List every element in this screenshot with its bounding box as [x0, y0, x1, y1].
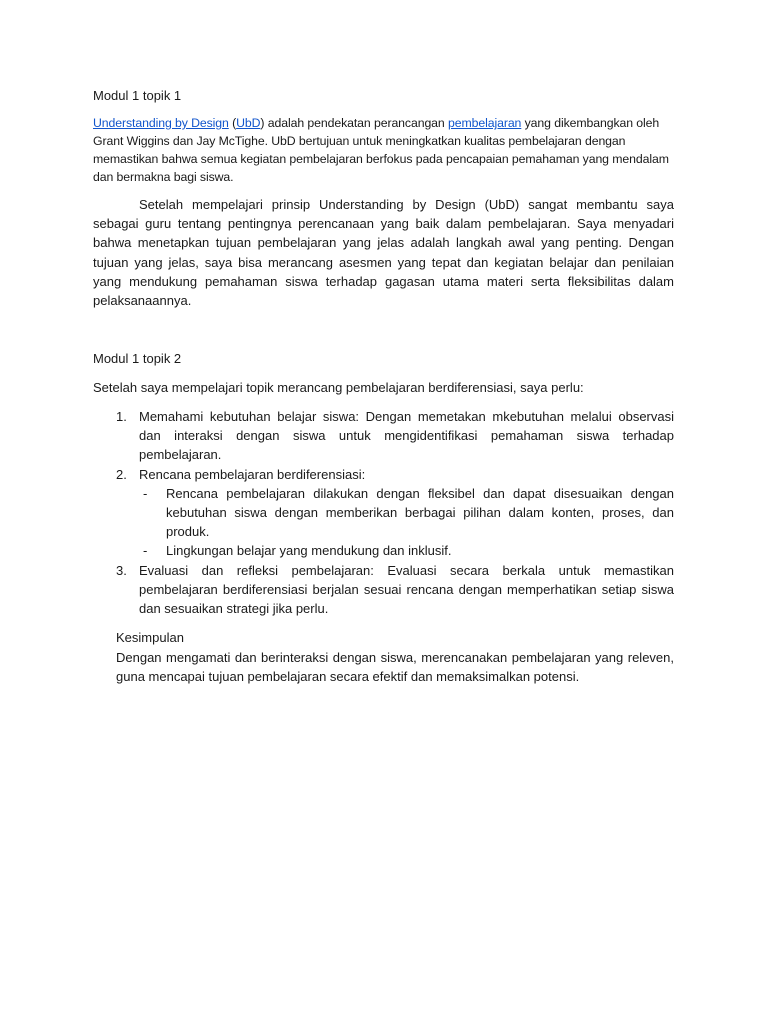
- section2-intro: Setelah saya mempelajari topik merancang pembelajaran berdiferensiasi, saya perlu:: [93, 380, 584, 395]
- section2-heading: Modul 1 topik 2: [93, 351, 182, 366]
- sublist-item-text: Lingkungan belajar yang mendukung dan inklusif.: [166, 543, 452, 558]
- section1-heading: Modul 1 topik 1: [93, 88, 182, 103]
- list-item-text: Memahami kebutuhan belajar siswa: Dengan memetakan mkebutuhan melalui observasi dan interaksi dengan siswa untuk mengidentifikasi pemahaman siswa terhadap pembelajaran.: [139, 409, 674, 463]
- para1-text-b: ) adalah pendekatan perancangan: [260, 116, 448, 130]
- list-item-text: Rencana pembelajaran berdiferensiasi:: [139, 467, 366, 482]
- section1-paragraph-intro: [93, 114, 674, 186]
- link-understanding-by-design[interactable]: Understanding by Design: [93, 116, 229, 130]
- list-item-text: Evaluasi dan refleksi pembelajaran: Evaluasi secara berkala untuk memastikan pembelajaran berdiferensiasi berjalan sesuai rencana dengan memperhatikan setiap siswa dan sesuaikan strategi jika perlu.: [139, 563, 674, 617]
- section1-paragraph-reflection: Setelah mempelajari prinsip Understanding by Design (UbD) sangat membantu saya sebagai guru tentang pentingnya perencanaan yang baik dalam pembelajaran. Saya menyadari bahwa menetapkan tujuan pembelajaran yang jelas adalah langkah awal yang penting. Dengan tujuan yang jelas, saya bisa merancang asesmen yang tepat dan kegiatan belajar dan penilaian yang mendukung pemahaman siswa terhadap gagasan utama materi serta fleksibilitas dalam pelaksanaannya.: [93, 197, 674, 309]
- para1-text-a: (: [228, 116, 237, 130]
- link-ubd[interactable]: UbD: [236, 116, 261, 130]
- list-item-number: 3.: [116, 563, 127, 578]
- link-pembelajaran[interactable]: pembelajaran: [447, 116, 522, 130]
- list-item-number: 1.: [116, 409, 127, 424]
- para1-text-c: yang dikembangkan oleh Grant Wiggins dan Jay McTighe. UbD bertujuan untuk meningkatkan kualitas pembelajaran dengan memastikan bahwa semua kegiatan pembelajaran berfokus pada pencapaian pemahaman yang mendalam dan bermakna bagi siswa.: [93, 116, 669, 184]
- list-item-number: 2.: [116, 467, 127, 482]
- sublist-bullet: -: [143, 543, 148, 558]
- conclusion-title: Kesimpulan: [116, 630, 184, 645]
- sublist-bullet: -: [143, 486, 148, 501]
- conclusion-text: Dengan mengamati dan berinteraksi dengan siswa, merencanakan pembelajaran yang releven, guna mencapai tujuan pembelajaran secara efektif dan memaksimalkan potensi.: [116, 650, 674, 685]
- sublist-item-text: Rencana pembelajaran dilakukan dengan fleksibel dan dapat disesuaikan dengan kebutuhan siswa dengan memberikan berbagai pilihan dalam konten, proses, dan produk.: [166, 486, 674, 540]
